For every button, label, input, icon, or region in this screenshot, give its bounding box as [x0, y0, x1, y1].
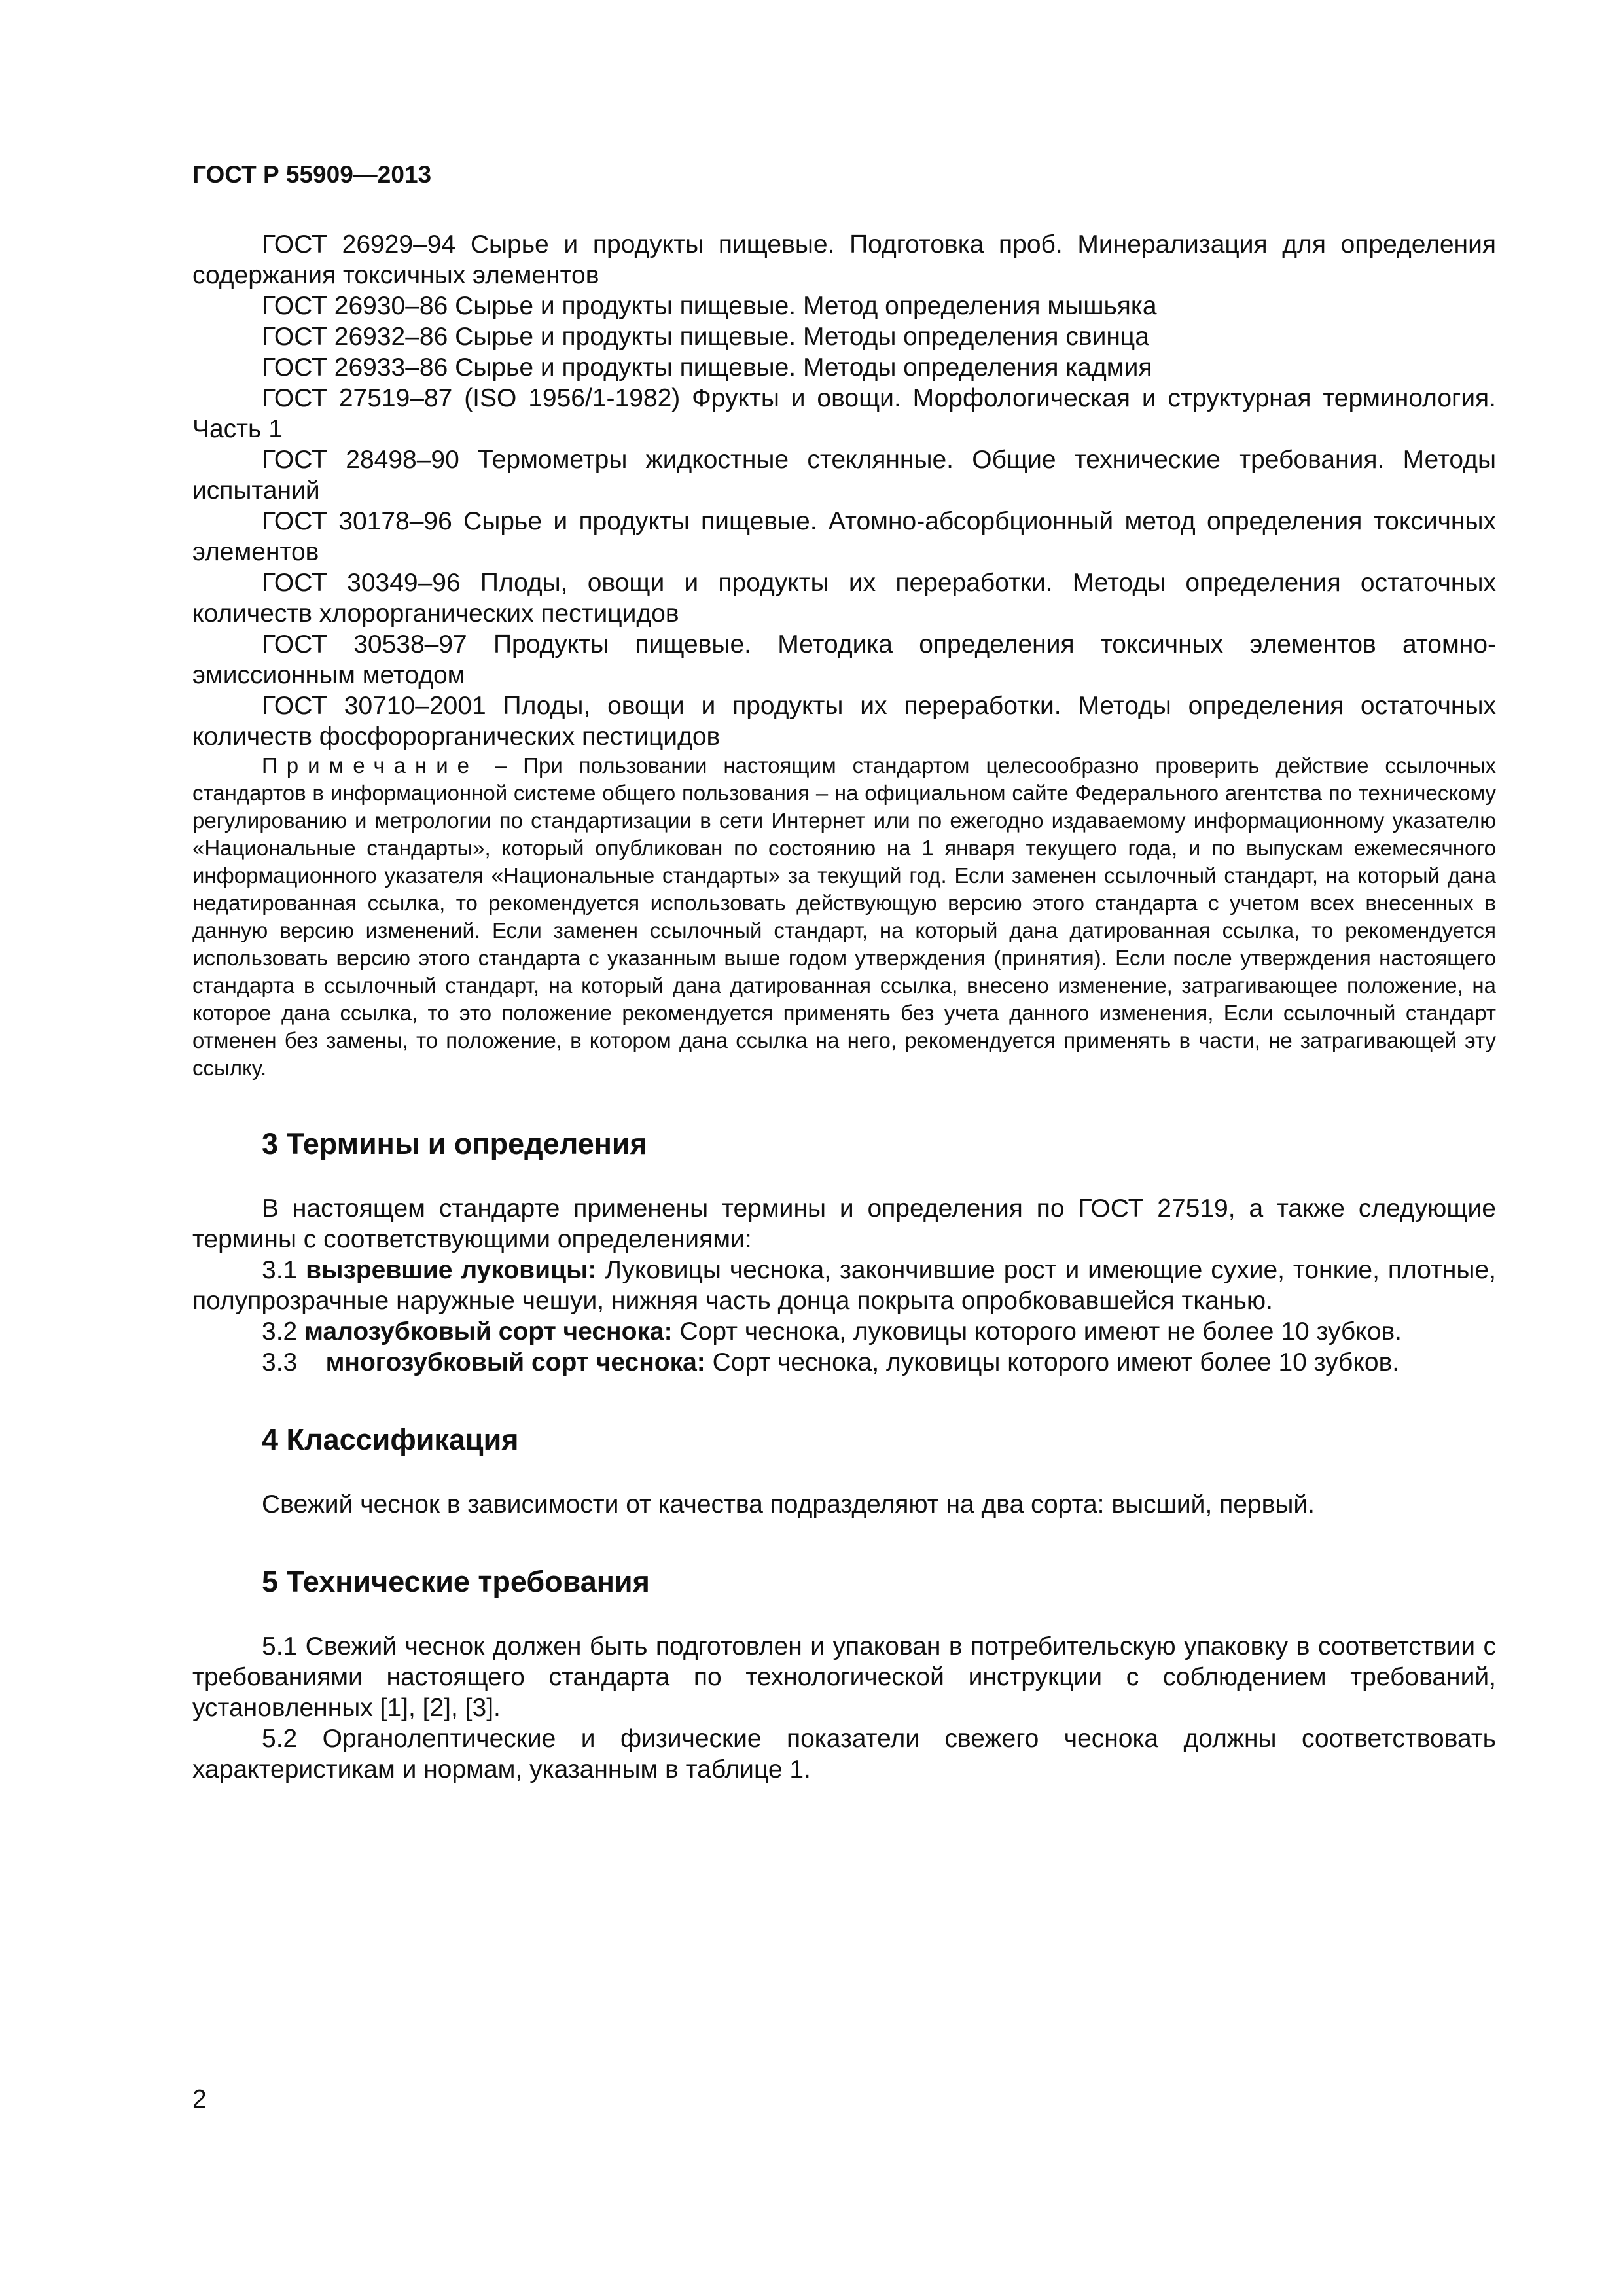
term-name: малозубковый сорт чеснока:: [304, 1318, 673, 1346]
reference-item: ГОСТ 30349–96 Плоды, овощи и продукты их переработки. Методы определения остаточных количеств хлорорганических пестицидов: [192, 569, 1496, 628]
term-number: 3.1: [262, 1256, 298, 1284]
note-label: Примечание: [262, 753, 479, 778]
reference-item: ГОСТ 26932–86 Сырье и продукты пищевые. Методы определения свинца: [262, 323, 1149, 351]
references-note: [192, 752, 1496, 1082]
section-4-text: Свежий чеснок в зависимости от качества подразделяют на два сорта: высший, первый.: [262, 1490, 1315, 1518]
term-text: Луковицы чеснока, закончившие рост и имеющие сухие, тонкие, плотные, полупрозрачные наружные чешуи, нижняя часть донца покрыта опробковавшейся тканью.: [192, 1256, 1496, 1315]
reference-item: ГОСТ 30538–97 Продукты пищевые. Методика определения токсичных элементов атомно-эмиссионным методом: [192, 630, 1496, 689]
section-3-intro: В настоящем стандарте применены термины и определения по ГОСТ 27519, а также следующие термины с соответствующими определениями:: [192, 1194, 1496, 1253]
reference-item: ГОСТ 30710–2001 Плоды, овощи и продукты их переработки. Методы определения остаточных количеств фосфорорганических пестицидов: [192, 692, 1496, 751]
term-number: 3.2: [262, 1318, 298, 1346]
note-text: – При пользовании настоящим стандартом целесообразно проверить действие ссылочных стандартов в информационной системе общего пользования – на официальном сайте Федерального агентства по техническому регулированию и метрологии по стандартизации в сети Интернет или по ежегодно издаваемому информационному указателю «Национальные стандарты», который опубликован по состоянию на 1 января текущего года, и по выпускам ежемесячного информационного указателя «Национальные стандарты» за текущий год. Если заменен ссылочный стандарт, на который дана недатированная ссылка, то рекомендуется использовать действующую версию этого стандарта с учетом всех внесенных в данную версию изменений. Если заменен ссылочный стандарт, на который дана датированная ссылка, то рекомендуется использовать версию этого стандарта с указанным выше годом утверждения (принятия). Если после утверждения настоящего стандарта в ссылочный стандарт, на который дана датированная ссылка, внесено изменение, затрагивающее положение, на которое дана ссылка, то это положение рекомендуется применять без учета данного изменения, Если ссылочный стандарт отменен без замены, то положение, в котором дана ссылка на него, рекомендуется применять в части, не затрагивающей эту ссылку.: [192, 753, 1496, 1080]
reference-item: ГОСТ 26930–86 Сырье и продукты пищевые. Метод определения мышьяка: [262, 292, 1157, 320]
term-number: 3.3: [262, 1348, 298, 1376]
reference-item: ГОСТ 27519–87 (ISO 1956/1-1982) Фрукты и овощи. Морфологическая и структурная терминология. Часть 1: [192, 384, 1496, 443]
page-number: 2: [192, 2085, 207, 2113]
term-definition: [192, 1347, 1496, 1378]
term-definition: [192, 1255, 1496, 1316]
term-name: многозубковый сорт чеснока:: [325, 1348, 705, 1376]
term-text: Сорт чеснока, луковицы которого имеют не более 10 зубков.: [679, 1318, 1402, 1346]
section-5-heading: 5 Технические требования: [262, 1565, 650, 1598]
normative-references-list: [192, 229, 1496, 752]
term-definition: [192, 1316, 1496, 1347]
page-content: [192, 229, 1496, 1785]
section-3-heading: 3 Термины и определения: [262, 1127, 647, 1160]
section-5-paragraph-2: 5.2 Органолептические и физические показатели свежего чеснока должны соответствовать характеристикам и нормам, указанным в таблице 1.: [192, 1725, 1496, 1784]
reference-item: ГОСТ 28498–90 Термометры жидкостные стеклянные. Общие технические требования. Методы испытаний: [192, 446, 1496, 505]
section-5-paragraph-1: 5.1 Свежий чеснок должен быть подготовлен и упакован в потребительскую упаковку в соответствии с требованиями настоящего стандарта по технологической инструкции с соблюдением требований, установленных [1], [2], [3].: [192, 1632, 1496, 1722]
reference-item: ГОСТ 26929–94 Сырье и продукты пищевые. Подготовка проб. Минерализация для определения содержания токсичных элементов: [192, 230, 1496, 289]
section-4-heading: 4 Классификация: [262, 1423, 519, 1456]
term-name: вызревшие луковицы:: [306, 1256, 597, 1284]
term-text: Сорт чеснока, луковицы которого имеют более 10 зубков.: [712, 1348, 1400, 1376]
document-code-header: ГОСТ Р 55909—2013: [192, 161, 432, 188]
reference-item: ГОСТ 30178–96 Сырье и продукты пищевые. Атомно-абсорбционный метод определения токсичных элементов: [192, 507, 1496, 566]
reference-item: ГОСТ 26933–86 Сырье и продукты пищевые. Методы определения кадмия: [262, 353, 1152, 382]
